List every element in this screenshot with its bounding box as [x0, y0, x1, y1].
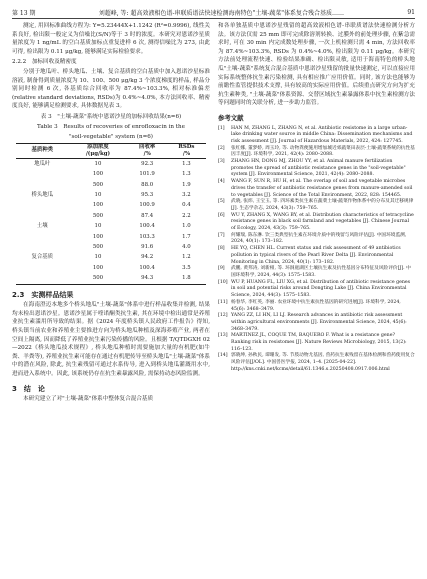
right-column: [218, 22, 415, 374]
reference-item: [218, 246, 415, 266]
table-cell: 500: [92, 212, 104, 219]
table-cell: 3.5: [182, 264, 191, 271]
page-header: [12, 6, 415, 19]
header-matrix: 基质种类: [16, 143, 68, 158]
table-cell: 100.9: [139, 202, 155, 209]
reference-number: [11]: [218, 299, 228, 305]
table-row: [16, 242, 206, 252]
table-row: [16, 263, 206, 273]
table-cell: [16, 242, 68, 252]
reference-text: YANG ZZ, LI HN, LI LJ. Research advances in antibiotic risk assessment within agricultural environments [J]. Environmental Science, 2024, 45(6): 3468–3479.: [231, 313, 407, 332]
reference-number: [8]: [218, 246, 225, 252]
table-cell: 桥头地瓜: [31, 192, 54, 198]
reference-text: 郭晓坤, 孙秋民, 谭珊发, 等. 节肢动物尤基因, 兽药抗生素残留在基体检测和兽药使用复合风险评估[J/OL]. 中国兽医学报, 2024, 1–4. [2025-04-22]. http://kns.cnki.net/kcms/detail/61.1346.s.20250408.0917.006.html: [231, 353, 415, 372]
table-cell: 1.8: [167, 273, 206, 284]
references-heading: 参考文献: [218, 113, 244, 122]
table-cell: 1.9: [182, 181, 191, 188]
table-cell: [16, 201, 68, 211]
reference-text: MARTINEZ JL, COQUE TM, BAQUERO F. What is a resistance gene? Ranking risk in resistomes [J]. Nature Reviews Microbiology, 2015, 13(2): 116–123.: [231, 333, 407, 352]
table-cell: 500: [68, 273, 127, 284]
table-cell: 4.0: [182, 243, 191, 250]
table-cell: 3.2: [182, 192, 191, 198]
table-cell: 88.0: [141, 181, 154, 188]
header-rsd: RSDs /%: [167, 143, 206, 158]
reference-item: [218, 280, 415, 300]
table-cell: 92.3: [141, 160, 154, 167]
table-cell: 复合基质: [31, 254, 54, 261]
table-cell: 0.4: [182, 202, 191, 209]
table-cell: 100: [92, 171, 104, 178]
page-number: 91: [407, 8, 415, 16]
table-row: [16, 252, 206, 262]
reference-item: [218, 159, 415, 179]
table-header-row: [16, 143, 206, 158]
reference-text: 何耀瑞, 陈东淋. 饮三类典型抗生素在环境介质中的残留与风险评估[J]. 中国环境监测, 2024, 40(1): 173–182.: [231, 232, 407, 245]
reference-text: WANG F, SUN R, HU H, et al. The overlap of soil and vegetable microbes drives the transfer of antibiotic resistance genes from manure-amended soil to vegetables [J]. Science of the Total Environment, 2022, 828: 154465.: [231, 179, 413, 198]
reference-item: [218, 126, 415, 146]
reference-text: HAN M, ZHANG L, ZHANG N, et al. Antibiotic resistome in a large urban-lake drinking water source in middle China: Dissemination mechanisms and risk assessment [J]. Journal of Hazardous Materials, 2022, 424: 127745.: [231, 125, 413, 144]
table-cell: 10: [94, 254, 102, 261]
table-cell: 2.2: [182, 212, 191, 219]
reference-number: [12]: [218, 313, 228, 319]
reference-number: [3]: [218, 159, 225, 165]
recovery-table: [16, 143, 206, 285]
reference-item: [218, 213, 415, 233]
paragraph-conclusion-start: 本研究建立了对"土壤-蔬菜"体系中整体复合混合基质: [23, 396, 154, 403]
table-row: [16, 273, 206, 284]
table-cell: 500: [92, 243, 104, 250]
subsection-heading-recovery: 2.2.2 加标回收及精密度: [12, 59, 77, 66]
table-cell: [16, 211, 68, 221]
table-cell: 地瓜叶: [34, 160, 51, 167]
table-row: [16, 232, 206, 242]
reference-text: 武晓, 张炜, 王宝玉, 等. 四环素类抗生素在蔬菜土壤-蔬菜作物体系中的分布及其迁移规律[J]. 生态学杂志, 2024, 43(3): 759–765.: [231, 199, 414, 211]
reference-item: [218, 199, 415, 212]
table-row: [16, 180, 206, 190]
left-column: [12, 22, 210, 404]
table-row: [16, 190, 206, 200]
table-cell: [16, 232, 68, 242]
reference-text: ZHANG HN, DONG MJ, ZHOU YY, et al. Animal manure fertilization promotes the spread of antibiotic resistance genes in the "soil-vegetable" system [J]. Environmental Science, 2021, 42(4): 2080–2088.: [231, 159, 406, 178]
table-cell: 1.7: [182, 233, 191, 240]
table-cell: 500: [92, 181, 104, 188]
reference-number: [14]: [218, 353, 228, 359]
paragraph-recovery: 分别于地瓜叶、桥头地瓜、土壤、复合基质的空白基质中加入恩诺沙星标准溶液, 制备得到质量浓度为 10、100、500 μg/kg 3 个浓度梯度的样品, 样品分别同时检测 6 次, 各基质综合回收率为 87.4%~103.3%, 相对标准偏差 (relative standard deviations, RSDs)为 0.4%~4.0%, 本方法回收率、精密度良好, 能够满足检测要求, 具体数据见表 3。: [12, 68, 210, 110]
table-row: [16, 201, 206, 211]
table-cell: 1.2: [182, 254, 191, 261]
table-cell: 10: [94, 160, 102, 167]
reference-number: [2]: [218, 145, 225, 151]
table-cell: 土壤: [36, 223, 48, 230]
reference-item: [218, 266, 415, 279]
reference-item: [218, 300, 415, 313]
table-caption-cn: 表 3 "土壤-蔬菜"系统中恩诺沙星的加标回收结果(n=6): [40, 113, 182, 120]
table-cell: [16, 169, 68, 179]
table-cell: 1.3: [182, 160, 191, 167]
table-cell: 94.2: [141, 254, 154, 261]
table-cell: [16, 263, 68, 273]
reference-number: [5]: [218, 199, 225, 205]
reference-item: [218, 353, 415, 373]
table-cell: 103.3: [139, 233, 155, 240]
paragraph-sample-results: 在海南澄迈本地多个桥头地瓜"土壤-蔬菜"体系中进行样品收集并检测, 结果均未检出恩诺沙星。恩诺沙星属于喹诺酮类抗生素, 其在环境中检出通常是养殖业抗生素滥用所导致的结果。据《2024 年度桥头镇人民政府工作报告》得知, 桥头镇当前农业和养殖业主要推进方向为桥头地瓜种植及深海养殖产业, 两者在空间上隔离, 因而降低了养殖业抗生素污染传播的风险。且根据 T/QTDGXH 02—2022《桥头地瓜技术规程》, 桥头地瓜种植时需要施加大量的有机肥(如牛粪、羊粪等), 养殖业抗生素可能存在通过有机肥传导至桥头地瓜"土壤-蔬菜"体系中的潜在风险, 除此, 抗生素残留可通过水系传导, 进入到桥头地瓜灌溉用水中, 进而进入系统中。因此, 该系统仍存在抗生素暴露风险, 需保持动态风险监测。: [12, 302, 210, 377]
table-cell: 100.4: [139, 223, 155, 230]
paragraph-conclusion-cont: 和各单独基质中恩诺沙星残留的超高效液相色谱-串联质谱法快速检测分析方法。该方法仅需 25 mm 即可完成除溶剂转换、过膜外的前处理步骤, 在紫急需求时, 可在 30 min 内完成数处理步骤, 一次上机检测只需 4 min, 方法回收率为 87.4%~103.3%, RSDs 为 0.4%~4.0%, 检出限为 0.11 μg/kg。本研究方法前处理流程快速、检验结果准确、检出限灵敏, 适用于海南特色的桥头地瓜"土壤-蔬菜"系统复合混合基质中恩诺沙星残留的批量快速测定, 可以直接应用实际系统整体抗生素污染检测, 具有相应推广应用价值。同时, 该方法也能够为前瞻性监管提供技术支撑, 具有较高的实际应用价值。后续重点研究方向为扩充抗生素种类, "土壤-蔬菜"体系资源、交替区域抗生素暴露体系中抗生素检测方法等问题同时的关联分析, 进一步助力监管。: [218, 23, 415, 107]
reference-number: [10]: [218, 279, 228, 285]
reference-item: [218, 146, 415, 159]
table-row: [16, 211, 206, 221]
table-cell: 100: [92, 202, 104, 209]
reference-number: [1]: [218, 125, 225, 131]
table-caption-en-1: Table 3 Results of recoveries of enrofloxacin in the: [37, 123, 185, 130]
issue-number: 第 13 期: [12, 9, 36, 17]
table-cell: 94.3: [127, 273, 166, 284]
table-cell: [16, 180, 68, 190]
reference-text: 武鹏, 黄邦涛, 刘新相, 等. 环洞庭湖区土壤抗生素及抗性基因分布特征及风险评价[J]. 中国环境科学, 2024, 44(3): 1575–1583.: [231, 266, 411, 278]
table-row: [16, 169, 206, 179]
table-cell: 87.4: [141, 212, 154, 219]
paragraph-detection-limit: 测定, 用回标准曲线方程为: Y=5.23444X+1.1242 (R²=0.9996), 线性关系良好, 检出限一般定义为信噪比(S/N)等于 3 时的浓度。本研究对恩诺沙星质量浓度为 1 ng/mL 的空白基质加标点重复进样 6 次, 测得信噪比为 273, 由此可得, 检出限为 0.11 μg/kg, 能够满足实际检验要求。: [12, 23, 210, 55]
table-cell: 1.3: [182, 171, 191, 178]
table-cell: 101.9: [139, 171, 155, 178]
reference-text: WU Y, ZHANG X, WANG BY, et al. Distribution characteristics of tetracycline resistance genes in black soil farmland and vegetables [J]. Chinese Journal of Ecology, 2024, 43(3): 759–765.: [231, 212, 414, 232]
section-heading-sample-results: 2.3 实测样品结果: [12, 290, 74, 299]
reference-text: HE YQ, CHEN HL. Current status and risk assessment of 49 antibiotics pollution in typical rivers of the Pearl River Delta [J]. Environmental Monitoring in China, 2024, 40(1): 173–182.: [231, 246, 401, 265]
reference-number: [13]: [218, 333, 228, 339]
running-title: 刘超峰, 等: 超高效液相色谱-串联质谱法快速检测海南特色"土壤-蔬菜"体系复合残合基质……: [98, 9, 345, 17]
table-cell: 95.3: [141, 192, 154, 198]
section-heading-conclusion: 3 结 论: [12, 384, 45, 393]
reference-number: [7]: [218, 232, 225, 238]
reference-number: [6]: [218, 212, 225, 218]
references-list: [218, 126, 415, 374]
table-row: [16, 221, 206, 231]
table-caption-en-2: "soil-vegetable" system (n=6): [68, 133, 153, 140]
reference-text: 张红娜, 董梦娇, 周玉玲, 等. 动物粪便施用增加城近郊蔬菜田表层-土壤-蔬菜系统的抗性基因丰度[J]. 环境科学, 2021, 42(4): 2080–2088.: [231, 145, 415, 158]
table-row: [16, 158, 206, 169]
table-cell: 100.4: [139, 264, 155, 271]
table-cell: 10: [94, 192, 102, 198]
table-cell: 100: [92, 264, 104, 271]
reference-item: [218, 233, 415, 246]
reference-text: WU P, HUANG FL, LIU XG, et al. Distribution of antibiotic resistance genes in soil and potential risks around Dongting Lake [J]. China Environmental Science, 2024, 44(3): 1575–1583.: [231, 279, 411, 299]
reference-item: [218, 333, 415, 353]
reference-item: [218, 179, 415, 199]
table-cell: 1.0: [182, 223, 191, 230]
header-spike-level: 添加浓度 /(μg/kg): [68, 143, 127, 158]
header-recovery: 回收率 /%: [127, 143, 166, 158]
reference-number: [9]: [218, 266, 225, 272]
table-cell: [16, 273, 68, 284]
table-cell: 100: [92, 233, 104, 240]
table-cell: 10: [94, 223, 102, 230]
reference-text: 杨春华, 李红英, 李丽. 农业环境中抗生素抗性基因的研究进展[J]. 环境科学, 2024, 45(6): 3468–3479.: [231, 299, 401, 312]
reference-number: [4]: [218, 179, 225, 185]
table-cell: 91.6: [141, 243, 154, 250]
reference-item: [218, 313, 415, 333]
